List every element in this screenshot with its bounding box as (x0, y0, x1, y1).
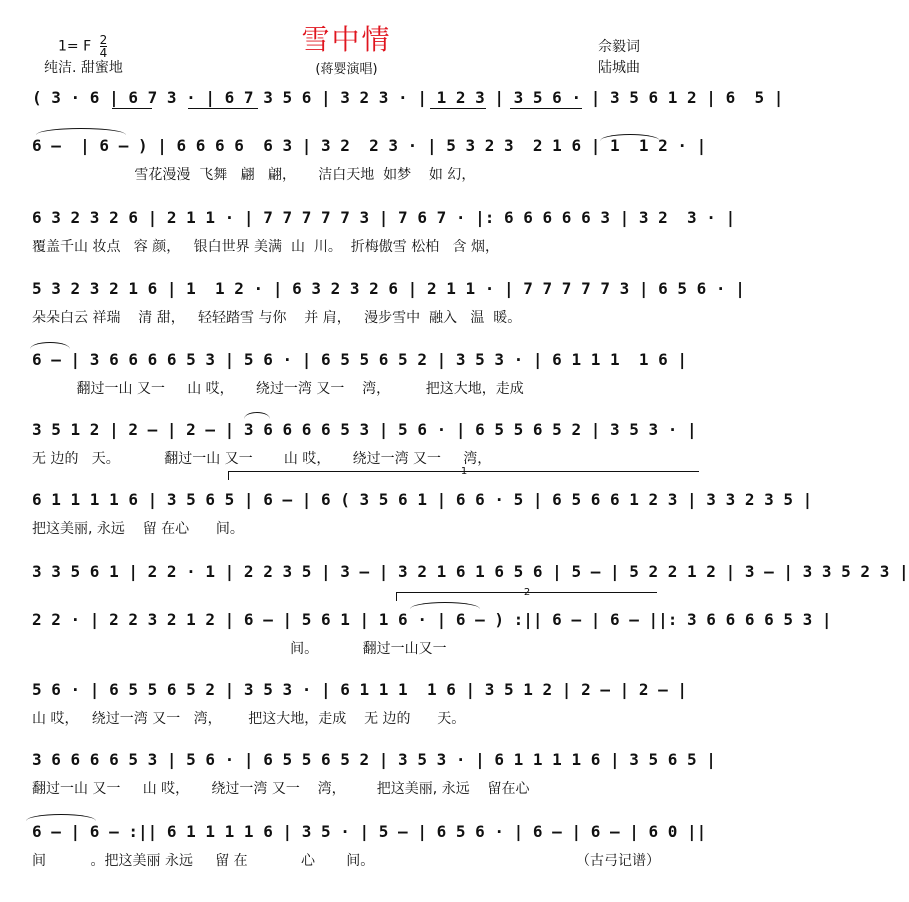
page-mark (655, 640, 659, 644)
slur-arc (26, 814, 96, 821)
beam-line (430, 108, 486, 109)
notes-12: 6 – | 6 – :|| 6 1 1 1 1 6 | 3 5 · | 5 – | 6 5 6 · | 6 – | 6 – | 6 0 || (32, 822, 707, 841)
lyrics-row-3 (0, 236, 693, 258)
notes-4: 5 3 2 3 2 1 6 | 1 1 2 · | 6 3 2 3 2 6 | 2 1 1 · | 7 7 7 7 7 3 | 6 5 6 · | (32, 279, 745, 298)
volta-1-label: 1 (460, 466, 468, 477)
key-label: 1= F (58, 38, 92, 55)
notation-row-2 (0, 136, 707, 162)
notation-row-7 (0, 490, 813, 516)
notes-1: ( 3 · 6 | 6 7 3 · | 6 7 3 5 6 | 3 2 3 · | 1 2 3 | 3 5 6 · | 3 5 6 1 2 | 6 5 | (32, 88, 784, 107)
notes-7: 6 1 1 1 1 6 | 3 5 6 5 | 6 – | 6 ( 3 5 6 1 | 6 6 · 5 | 6 5 6 6 1 2 3 | 3 3 2 3 5 | (32, 490, 813, 509)
notes-9: 2 2 · | 2 2 3 2 1 2 | 6 – | 5 6 1 | 1 6 · | 6 – ) :|| 6 – | 6 – ||: 3 6 6 6 6 5 3 | (32, 610, 832, 629)
notes-3: 6 3 2 3 2 6 | 2 1 1 · | 7 7 7 7 7 3 | 7 6 7 · |: 6 6 6 6 6 3 | 3 2 3 · | (32, 208, 736, 227)
lyrics-4: 朵朵白云 祥瑞 清 甜， 轻轻踏雪 与你 并 肩， 漫步雪中 融入 温 暖。 (32, 310, 522, 326)
key-signature (58, 34, 107, 59)
time-signature (100, 34, 108, 59)
notation-row-6 (0, 420, 697, 446)
slur-arc (600, 134, 660, 141)
lyrics-row-4 (0, 307, 693, 329)
notes-10: 5 6 · | 6 5 5 6 5 2 | 3 5 3 · | 6 1 1 1 1 6 | 3 5 1 2 | 2 – | 2 – | (32, 680, 688, 699)
notes-5: 6 – | 3 6 6 6 6 5 3 | 5 6 · | 6 5 5 6 5 2 | 3 5 3 · | 6 1 1 1 1 6 | (32, 350, 688, 369)
song-title: 雪中情 (301, 23, 392, 56)
volta-2-label: 2 (523, 587, 531, 598)
lyrics-6: 无 边的 天。 翻过一山 又一 山 哎， 绕过一湾 又一 湾， (32, 451, 492, 467)
lyrics-11: 翻过一山 又一 山 哎， 绕过一湾 又一 湾， 把这美丽, 永远 留在心 (32, 781, 530, 797)
lyrics-row-6 (0, 448, 693, 470)
notation-row-12 (0, 822, 707, 848)
notation-row-8 (0, 562, 909, 588)
beam-line (188, 108, 258, 109)
lyrics-10: 山 哎， 绕过一湾 又一 湾， 把这大地，走成 无 边的 天。 (32, 711, 466, 727)
notation-row-1 (0, 88, 784, 114)
notes-6: 3 5 1 2 | 2 – | 2 – | 3 6 6 6 6 5 3 | 5 6 · | 6 5 5 6 5 2 | 3 5 3 · | (32, 420, 697, 439)
lyrics-row-5 (0, 378, 693, 400)
lyrics-row-7 (0, 518, 693, 540)
transcriber-credit: （古弓记谱） (576, 853, 660, 869)
beam-line (510, 108, 582, 109)
lyrics-12: 间 。把这美丽 永远 留 在 心 间。 (32, 853, 375, 869)
notation-row-5 (0, 350, 693, 376)
lyrics-row-9 (0, 638, 693, 660)
lyrics-3: 覆盖千山 妆点 容 颜， 银白世界 美满 山 川。 折梅傲雪 松柏 含 烟， (32, 239, 500, 255)
lyrics-row-12 (0, 850, 693, 872)
lyrics-row-11 (0, 778, 693, 800)
slur-arc (36, 128, 126, 135)
notation-row-10 (0, 680, 693, 706)
notation-row-11 (0, 750, 716, 776)
performance-style: 纯洁. 甜蜜地 (44, 60, 123, 76)
performer-note: (蒋婴演唱) (315, 62, 378, 77)
notation-row-9 (0, 610, 832, 636)
time-denominator: 4 (99, 46, 108, 60)
notation-row-3 (0, 208, 736, 234)
notes-8: 3 3 5 6 1 | 2 2 · 1 | 2 2 3 5 | 3 – | 3 2 1 6 1 6 5 6 | 5 – | 5 2 2 1 2 | 3 – | 3 3 5 2 3 | (32, 562, 909, 581)
notation-row-4 (0, 279, 745, 305)
slur-arc (410, 602, 480, 609)
notes-11: 3 6 6 6 6 5 3 | 5 6 · | 6 5 5 6 5 2 | 3 5 3 · | 6 1 1 1 1 6 | 3 5 6 5 | (32, 750, 716, 769)
lyrics-row-10 (0, 708, 693, 730)
time-numerator: 2 (99, 33, 108, 47)
slur-arc (244, 412, 270, 419)
lyrics-7: 把这美丽, 永远 留 在心 间。 (32, 521, 244, 537)
notes-2: 6 – | 6 – ) | 6 6 6 6 6 3 | 3 2 2 3 · | 5 3 2 3 2 1 6 | 1 1 2 · | (32, 136, 707, 155)
slur-arc (30, 342, 70, 349)
lyrics-9: 间。 翻过一山又一 (32, 641, 447, 657)
beam-line (112, 108, 152, 109)
lyrics-row-2 (0, 164, 693, 186)
lyricist: 佘毅词 (598, 39, 640, 55)
volta-bracket-2 (396, 587, 657, 601)
volta-bracket-1 (228, 466, 699, 480)
lyrics-5: 翻过一山 又一 山 哎， 绕过一湾 又一 湾， 把这大地，走成 (32, 381, 524, 397)
lyrics-2: 雪花漫漫 飞舞 翩 翩， 洁白天地 如梦 如 幻， (32, 167, 476, 183)
composer: 陆城曲 (598, 60, 640, 76)
